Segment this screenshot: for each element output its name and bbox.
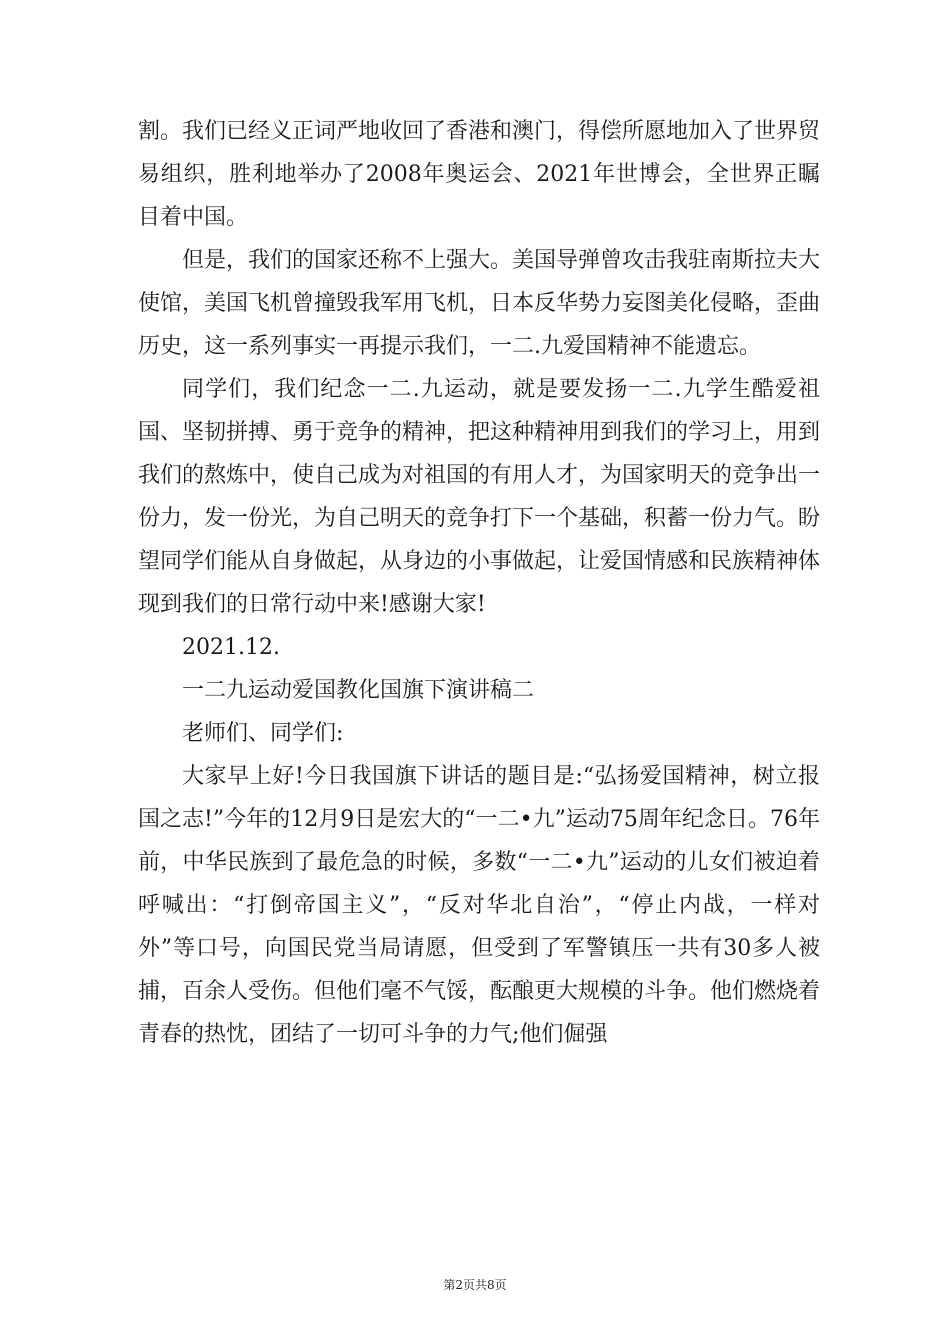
paragraph: 大家早上好!今日我国旗下讲话的题目是:“弘扬爱国精神，树立报国之志!”今年的12月9日是宏大的“一二•九”运动75周年纪念日。76年前，中华民族到了最危急的时候，多数“一二•九”运动的儿女们被迫着呼喊出：“打倒帝国主义”，“反对华北自治”，“停止内战，一样对外”等口号，向国民党当局请愿，但受到了军警镇压一共有30多人被捕，百余人受伤。但他们毫不气馁，酝酿更大规模的斗争。他们燃烧着青春的热忱，团结了一切可斗争的力气;他们倔强 (138, 764, 821, 1047)
paragraph: 但是，我们的国家还称不上强大。美国导弹曾攻击我驻南斯拉夫大使馆，美国飞机曾撞毁我军用飞机，日本反华势力妄图美化侵略，歪曲历史，这一系列事实一再提示我们，一二.九爱国精神不能遗忘。 (138, 248, 821, 359)
section-title: 一二九运动爱国教化国旗下演讲稿二 (182, 678, 535, 703)
document-body (138, 110, 820, 1056)
date-line: 2021.12. (182, 635, 280, 660)
salutation: 老师们、同学们: (182, 721, 344, 746)
paragraph: 割。我们已经义正词严地收回了香港和澳门，得偿所愿地加入了世界贸易组织，胜利地举办了2008年奥运会、2021年世博会，全世界正瞩目着中国。 (138, 119, 821, 230)
paragraph: 同学们，我们纪念一二.九运动，就是要发扬一二.九学生酷爱祖国、坚韧拼搏、勇于竞争的精神，把这种精神用到我们的学习上，用到我们的熬炼中，使自己成为对祖国的有用人才，为国家明天的竞争出一份力，发一份光，为自己明天的竞争打下一个基础，积蓄一份力气。盼望同学们能从自身做起，从身边的小事做起，让爱国情感和民族精神体现到我们的日常行动中来!感谢大家! (138, 377, 821, 617)
page-number: 第2页共8页 (443, 1278, 507, 1292)
